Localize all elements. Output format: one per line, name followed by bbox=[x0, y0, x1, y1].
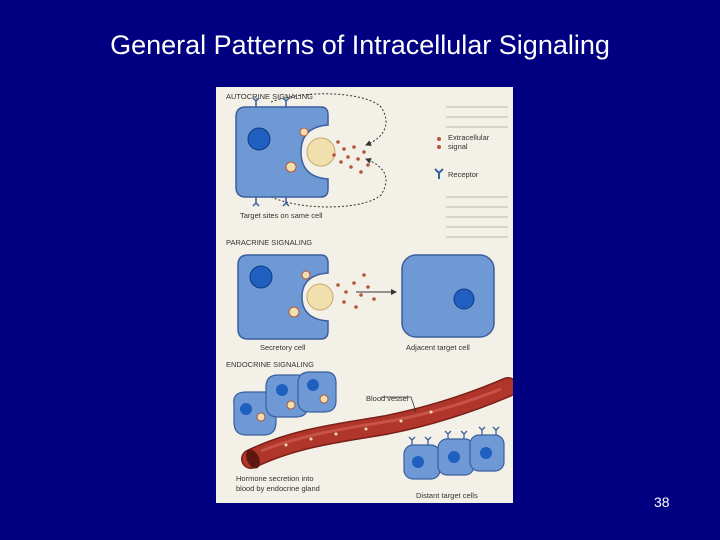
legend-signal-label-2: signal bbox=[448, 142, 468, 151]
secretory-nucleus bbox=[250, 266, 272, 288]
target-nucleus bbox=[454, 289, 474, 309]
gland-label-line2: blood by endocrine gland bbox=[236, 484, 320, 493]
blood-vessel-label: Blood vessel bbox=[366, 394, 409, 403]
autocrine-vesicle bbox=[307, 138, 335, 166]
signaling-figure bbox=[216, 87, 513, 503]
legend-signal-swatch bbox=[437, 137, 441, 141]
slide-title: General Patterns of Intracellular Signaling bbox=[110, 30, 610, 60]
adjacent-target-label: Adjacent target cell bbox=[406, 343, 470, 352]
autocrine-heading: AUTOCRINE SIGNALING bbox=[226, 92, 313, 101]
autocrine-cell bbox=[236, 107, 335, 197]
gland-label-line1: Hormone secretion into bbox=[236, 474, 314, 483]
autocrine-caption: Target sites on same cell bbox=[240, 211, 323, 220]
autocrine-nucleus bbox=[248, 128, 270, 150]
signaling-diagram bbox=[216, 87, 513, 503]
endocrine-heading: ENDOCRINE SIGNALING bbox=[226, 360, 314, 369]
paracrine-heading: PARACRINE SIGNALING bbox=[226, 238, 313, 247]
secretory-cell-label: Secretory cell bbox=[260, 343, 306, 352]
page-number: 38 bbox=[654, 494, 670, 510]
secretory-cell bbox=[238, 255, 333, 339]
distant-target-label: Distant target cells bbox=[416, 491, 478, 500]
adjacent-target-cell bbox=[402, 255, 494, 337]
legend-signal-label-1: Extracellular bbox=[448, 133, 490, 142]
legend-receptor-label: Receptor bbox=[448, 170, 479, 179]
